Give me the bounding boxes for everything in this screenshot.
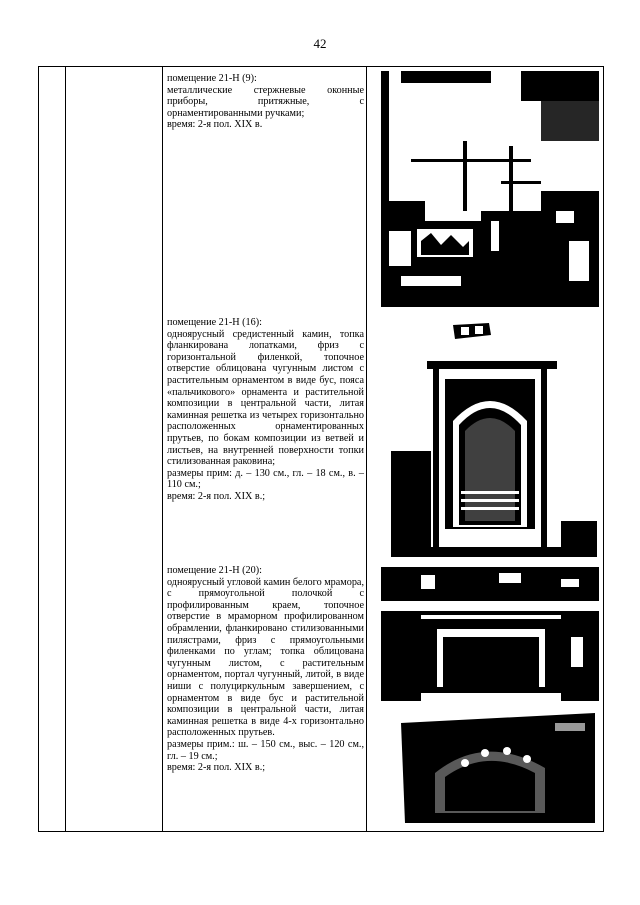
- photo-fireplace-insert-room-20: [395, 713, 595, 823]
- entry-heading: помещение 21-Н (16):: [167, 317, 262, 328]
- entry-description: одноярусный угловой камин белого мрамора, с прямоугольной полочкой с профилированным краем, топочное отверстие в мраморном профилированном обрамлении, фланкировано стилизованными пилястрами, фриз с прямоугольными филенками по углам; топка облицована чугунным листом, с растительным орнаментом, портал чугунный, литой, в виде ниши с полуциркульным завершением, с орнаментом в виде бус и растительной композиции в центральной части, литая каминная решетка в виде 4-х горизонтально расположенных прутьев.: [167, 576, 364, 739]
- inventory-table: [38, 66, 604, 832]
- column-divider: [366, 67, 367, 831]
- column-divider: [65, 67, 66, 831]
- entry-room-21n-16: [167, 317, 364, 503]
- entry-description: металлические стержневые оконные приборы, притяжные, с орнаментированными ручками;: [167, 84, 364, 119]
- photo-fireplace-room-16: [391, 321, 597, 557]
- page-number: 42: [313, 36, 327, 51]
- photo-corner-fireplace-room-20: [381, 567, 599, 701]
- column-divider: [162, 67, 163, 831]
- entry-time: время: 2-я пол. XIX в.;: [167, 762, 266, 774]
- entry-room-21n-20: [167, 565, 364, 774]
- entry-dimensions: размеры прим: д. – 130 см., гл. – 18 см., в. – 110 см.;: [167, 467, 364, 491]
- entry-description: одноярусный средистенный камин, топка фланкирована лопатками, фриз с горизонтальной филенкой, топочное отверстие облицована чугунным листом с растительным орнаментом в виде бус, пояса «пальчикового» орнамента и растительной композиции в центральной части, литая каминная решетка из четырех горизонтально расположенных орнаментированных прутьев, по бокам композиции из ветвей и листьев, на внутренней поверхности топки стилизованная раковина;: [167, 328, 364, 468]
- entry-heading: помещение 21-Н (9):: [167, 73, 257, 84]
- entry-dimensions: размеры прим.: ш. – 150 см., выс. – 120 см., гл. – 19 см.;: [167, 738, 364, 762]
- entry-time: время: 2-я пол. XIX в.: [167, 119, 263, 131]
- photo-window-fittings: [381, 71, 599, 307]
- entry-heading: помещение 21-Н (20):: [167, 565, 262, 576]
- entry-room-21n-9: [167, 73, 364, 131]
- entry-time: время: 2-я пол. XIX в.;: [167, 490, 266, 502]
